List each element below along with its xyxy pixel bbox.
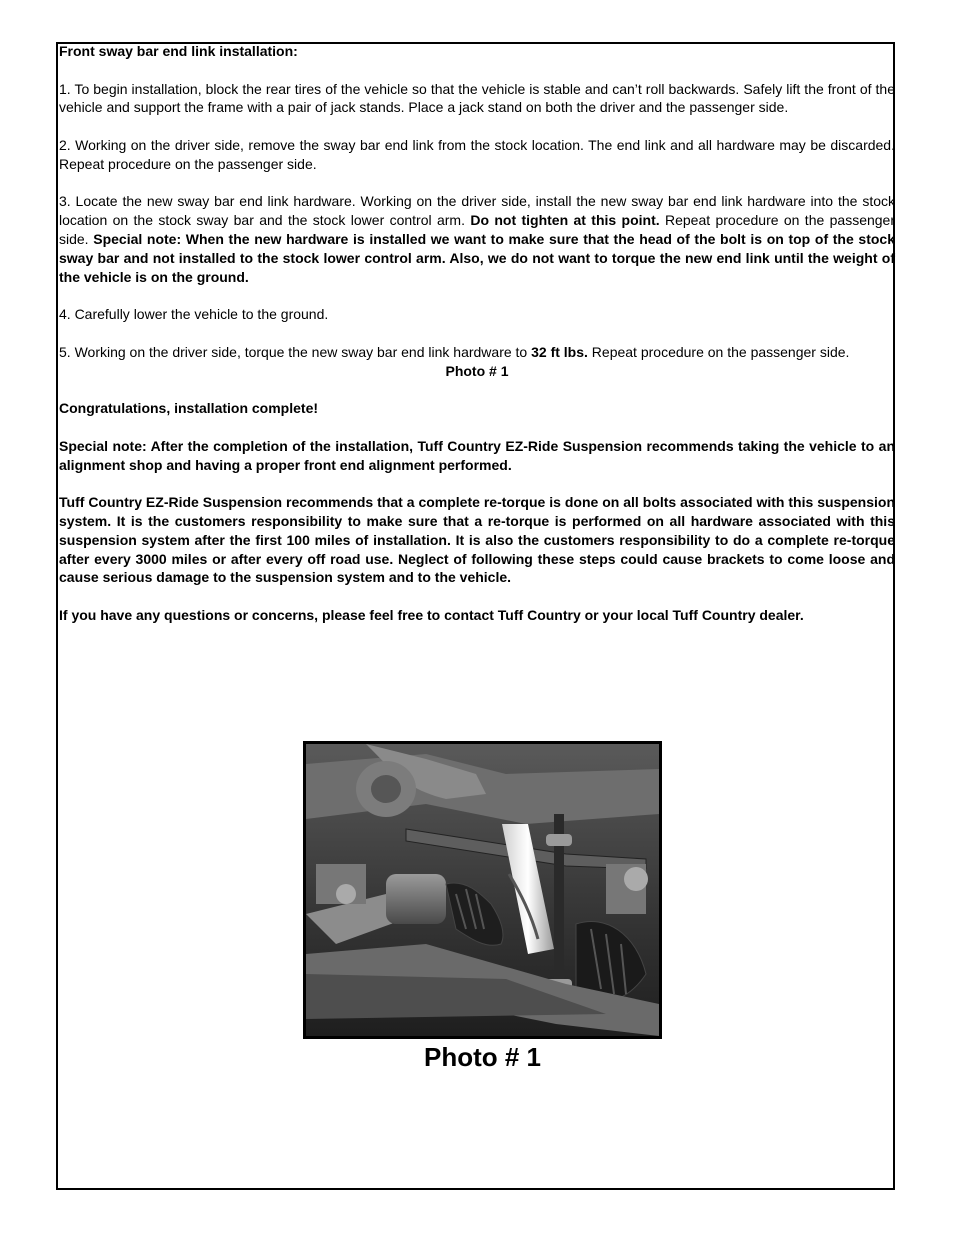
- section-heading: Front sway bar end link installation:: [59, 43, 298, 59]
- step-3: [59, 192, 895, 286]
- instructions-body: [59, 42, 895, 644]
- contact-note: If you have any questions or concerns, please feel free to contact Tuff Country or your local Tuff Country dealer.: [59, 606, 804, 623]
- retorque-note: Tuff Country EZ-Ride Suspension recommends that a complete re-torque is done on all bolts associated with this suspension system. It is the customers responsibility to make sure that a re-torque is performed on all hardware associated with this suspension system after the first 100 miles of installation. It is also the customers responsibility to do a complete re-torque after every 3000 miles or after every off road use. Neglect of following these steps could cause brackets to come loose and cause serious damage to the suspension system and to the vehicle.: [59, 494, 895, 586]
- congratulations: Congratulations, installation complete!: [59, 400, 319, 417]
- step-5-text: 5. Working on the driver side, torque the new sway bar end link hardware to: [59, 343, 532, 360]
- step-2: 2. Working on the driver side, remove the sway bar end link from the stock location. The end link and all hardware may be discarded. Repeat procedure on the passenger side.: [59, 136, 895, 172]
- step-3-repeat: Repeat procedure on the passenger side.: [59, 212, 895, 247]
- step-3-special-note: Special note: When the new hardware is installed we want to make sure that the head of the bolt is on top of the stock sway bar and not installed to the stock lower control arm. Also, we do not want to torque the new end link until the weight of the vehicle is on the ground.: [59, 230, 895, 285]
- suspension-photo: [306, 744, 659, 1036]
- alignment-note: Special note: After the completion of the installation, Tuff Country EZ-Ride Suspension recommends taking the vehicle to an alignment shop and having a proper front end alignment performed.: [59, 437, 895, 473]
- step-5-repeat: Repeat procedure on the passenger side.: [587, 343, 850, 360]
- photo-caption: Photo # 1: [423, 1042, 541, 1072]
- photo-1-image: [303, 741, 662, 1039]
- photo-reference: Photo # 1: [445, 362, 509, 379]
- step-1: 1. To begin installation, block the rear tires of the vehicle so that the vehicle is stable and can’t roll backwards. Safely lift the front of the vehicle and support the frame with a pair of jack stands. Place a jack stand on both the driver and the passenger side.: [59, 80, 895, 116]
- step-5-torque-value: 32 ft lbs.: [531, 343, 588, 360]
- step-3-text: 3. Locate the new sway bar end link hardware. Working on the driver side, install the new sway bar end link hardware into the stock location on the stock sway bar and the stock lower control arm.: [59, 193, 895, 229]
- step-4: 4. Carefully lower the vehicle to the ground.: [59, 306, 329, 323]
- step-5: [59, 343, 895, 362]
- step-3-warning: Do not tighten at this point.: [470, 212, 660, 229]
